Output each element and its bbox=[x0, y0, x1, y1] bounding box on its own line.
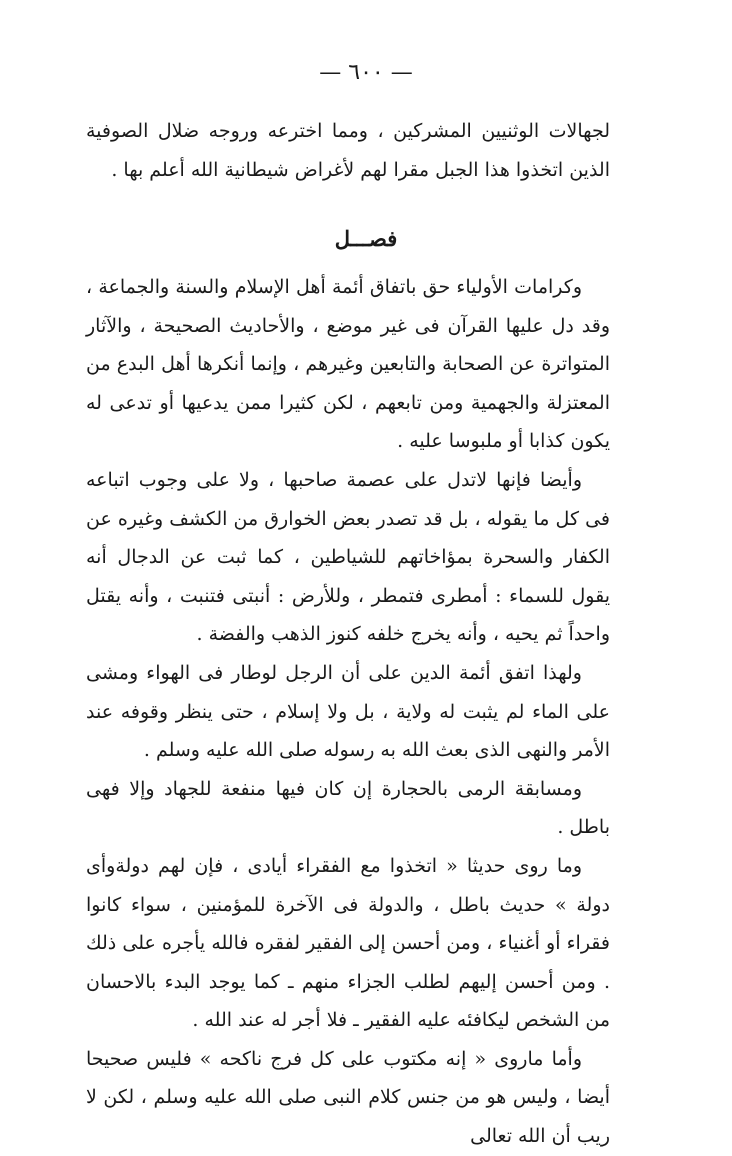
paragraph-aimmah: ولهذا اتفق أئمة الدين على أن الرجل لوطار فى الهواء ومشى على الماء لم يثبت له ولاية ، بل ولا إسلام ، حتى ينظر وقوفه عند الأمر والنهى الذى بعث الله به رسوله صلى الله عليه وسلم . bbox=[86, 661, 610, 762]
paragraph-maktub: وأما ماروى « إنه مكتوب على كل فرج ناكحه » فليس صحيحا أيضا ، وليس هو من جنس كلام النبى صلى الله عليه وسلم ، لكن لا ريب أن الله تعالى bbox=[86, 1047, 610, 1148]
paragraph-ismah: وأيضا فإنها لاتدل على عصمة صاحبها ، ولا على وجوب اتباعه فى كل ما يقوله ، بل قد تصدر بعض الخوارق من الكشف وغيره عن الكفار والسحرة بمؤاخاتهم للشياطين ، كما ثبت عن الدجال أنه يقول للسماء : أمطرى فتمطر ، وللأرض : أنبتى فتنبت ، وأنه يقتل واحداً ثم يحيه ، وأنه يخرج خلفه كنوز الذهب والفضة . bbox=[86, 468, 610, 646]
top-paragraph: لجهالات الوثنيين المشركين ، ومما اخترعه وروجه ضلال الصوفية الذين اتخذوا هذا الجبل مقرا لهم لأغراض شيطانية الله أعلم بها . bbox=[86, 120, 610, 181]
page-number: — ٦٠٠ — bbox=[319, 60, 413, 85]
section-body bbox=[86, 268, 610, 1156]
section-heading: فصـــل bbox=[334, 226, 398, 251]
paragraph-fuqara-hadith: وما روى حديثا « اتخذوا مع الفقراء أيادى ، فإن لهم دولةوأى دولة » حديث باطل ، والدولة فى الآخرة للمؤمنين ، سواء كانوا فقراء أو أغنياء ، ومن أحسن إلى الفقير لفقره فالله يأجره على ذلك . ومن أحسن إليهم لطلب الجزاء منهم ـ كما يوجد البدء بالاحسان من الشخص ليكافئه عليه الفقير ـ فلا أجر له عند الله . bbox=[86, 854, 610, 1032]
paragraph-karamat: وكرامات الأولياء حق باتفاق أئمة أهل الإسلام والسنة والجماعة ، وقد دل عليها القرآن فى غير موضع ، والأحاديث الصحيحة ، والآثار المتواترة عن الصحابة والتابعين وغيرهم ، وإنما أنكرها أهل البدع من المعتزلة والجهمية ومن تابعهم ، لكن كثيرا ممن يدعيها أو تدعى له يكون كذابا أو ملبوسا عليه . bbox=[86, 276, 610, 453]
paragraph-musabaqah: ومسابقة الرمى بالحجارة إن كان فيها منفعة للجهاد وإلا فهى باطل . bbox=[86, 777, 610, 839]
